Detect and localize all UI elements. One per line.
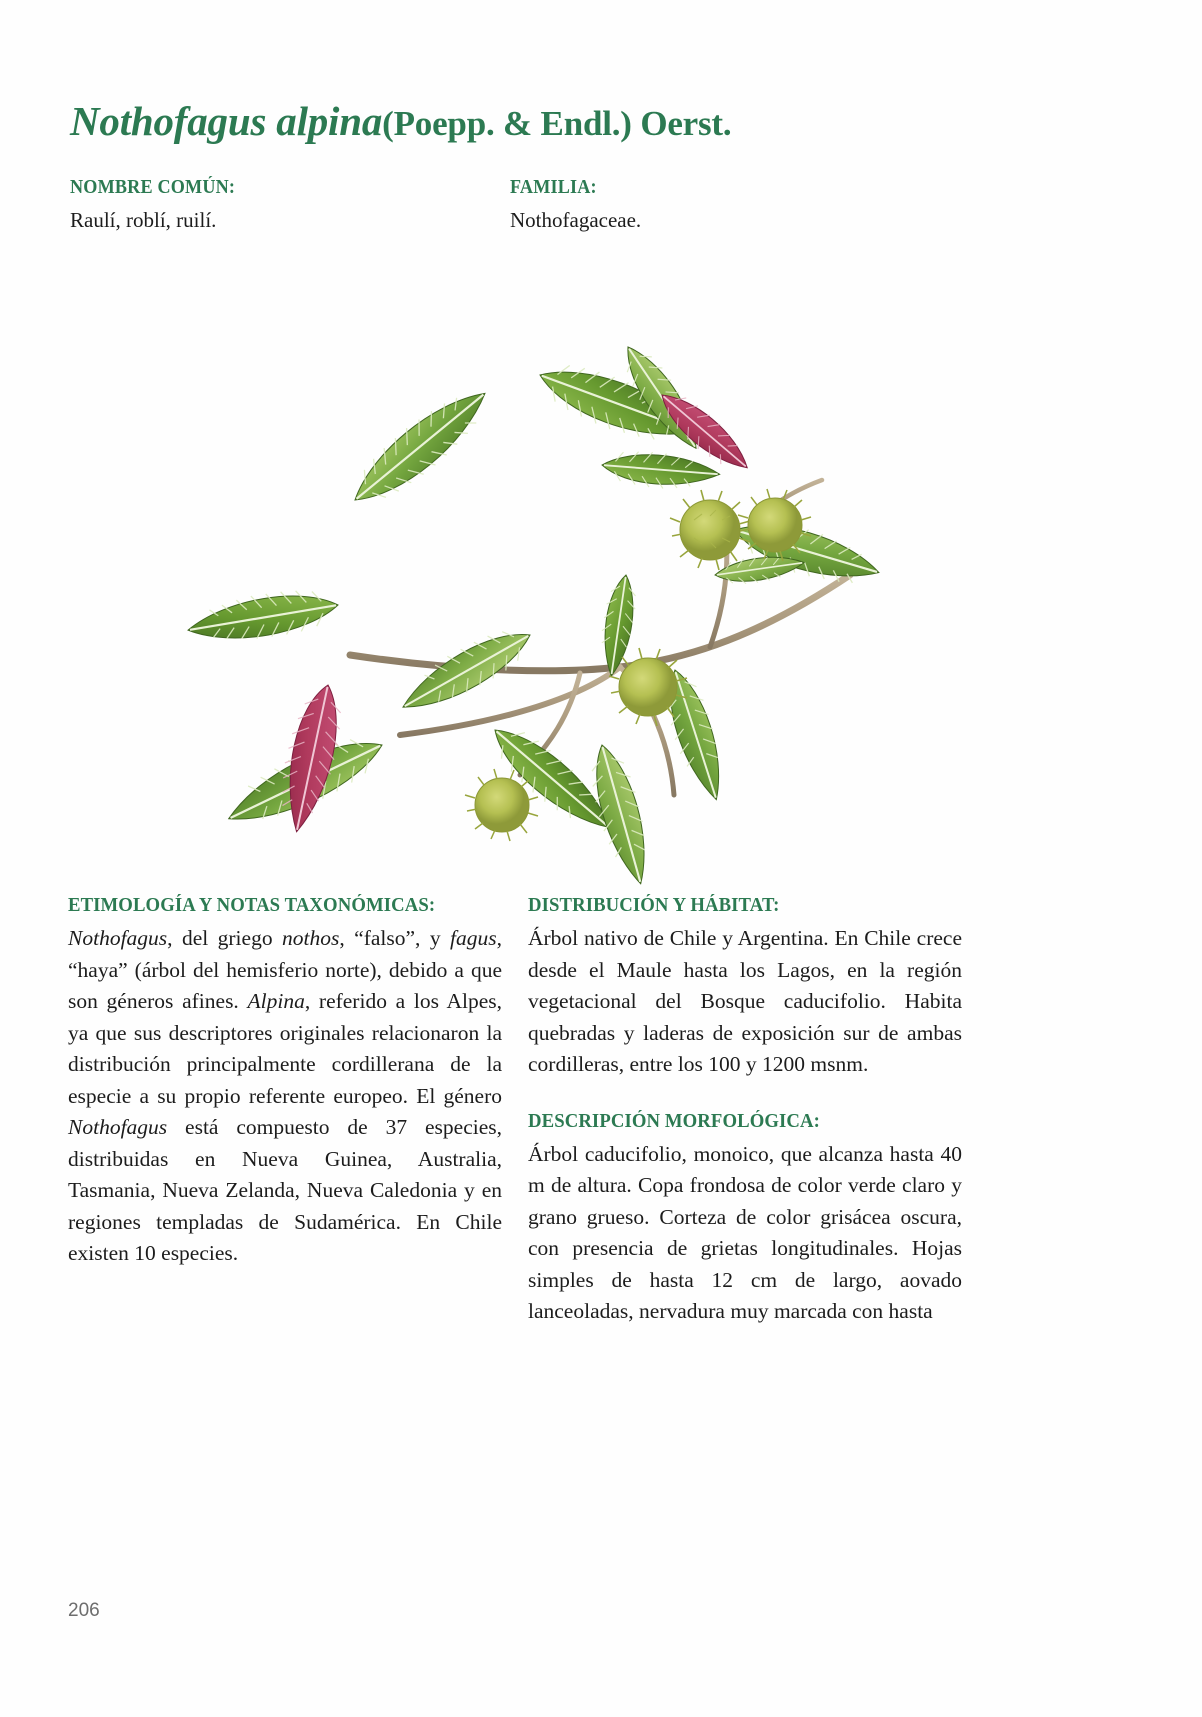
family-value: Nothofagaceae. <box>510 208 642 232</box>
species-name: Nothofagus alpina <box>70 98 383 144</box>
leaves <box>185 337 880 890</box>
morphology-body: Árbol caducifolio, monoico, que alcanza hasta 40 m de altura. Copa frondosa de color verde claro y grano grueso. Corteza de color grisácea oscura, con presencia de grietas longitudinales. Hojas simples de hasta 12 cm de largo, aovado lanceoladas, nervadura muy marcada con hasta <box>528 1141 962 1323</box>
page-number: 206 <box>68 1600 100 1621</box>
species-authority: (Poepp. & Endl.) Oerst. <box>382 104 732 143</box>
etymology-column <box>68 895 502 1270</box>
page-title <box>70 100 1130 143</box>
etymology-body: Nothofagus, del griego nothos, “falso”, y fagus, “haya” (árbol del hemisferio norte), debido a que son géneros afines. Alpina, referido a los Alpes, ya que sus descriptores originales relacionaron la distribución principalmente cordillerana de la especie a su propio referente europeo. El género Nothofagus está compuesto de 37 especies, distribuidas en Nueva Guinea, Australia, Tasmania, Nueva Zelanda, Nueva Caledonia y en regiones templadas de Sudamérica. En Chile existen 10 especies. <box>68 926 502 1265</box>
etymology-heading: ETIMOLOGÍA Y NOTAS TAXONÓMICAS: <box>68 895 436 916</box>
family-label: FAMILIA: <box>510 177 597 198</box>
cupules <box>465 489 811 841</box>
distribution-morphology-column <box>528 895 962 1328</box>
botanical-illustration <box>150 275 880 890</box>
morphology-heading: DESCRIPCIÓN MORFOLÓGICA: <box>528 1110 820 1132</box>
common-name-label: NOMBRE COMÚN: <box>70 177 236 198</box>
distribution-body: Árbol nativo de Chile y Argentina. En Chile crece desde el Maule hasta los Lagos, en la región vegetacional del Bosque caducifolio. Habita quebradas y laderas de exposición sur de ambas cordilleras, entre los 100 y 1200 msnm. <box>528 926 962 1076</box>
common-name-value: Raulí, roblí, ruilí. <box>70 208 217 232</box>
distribution-heading: DISTRIBUCIÓN Y HÁBITAT: <box>528 895 780 916</box>
